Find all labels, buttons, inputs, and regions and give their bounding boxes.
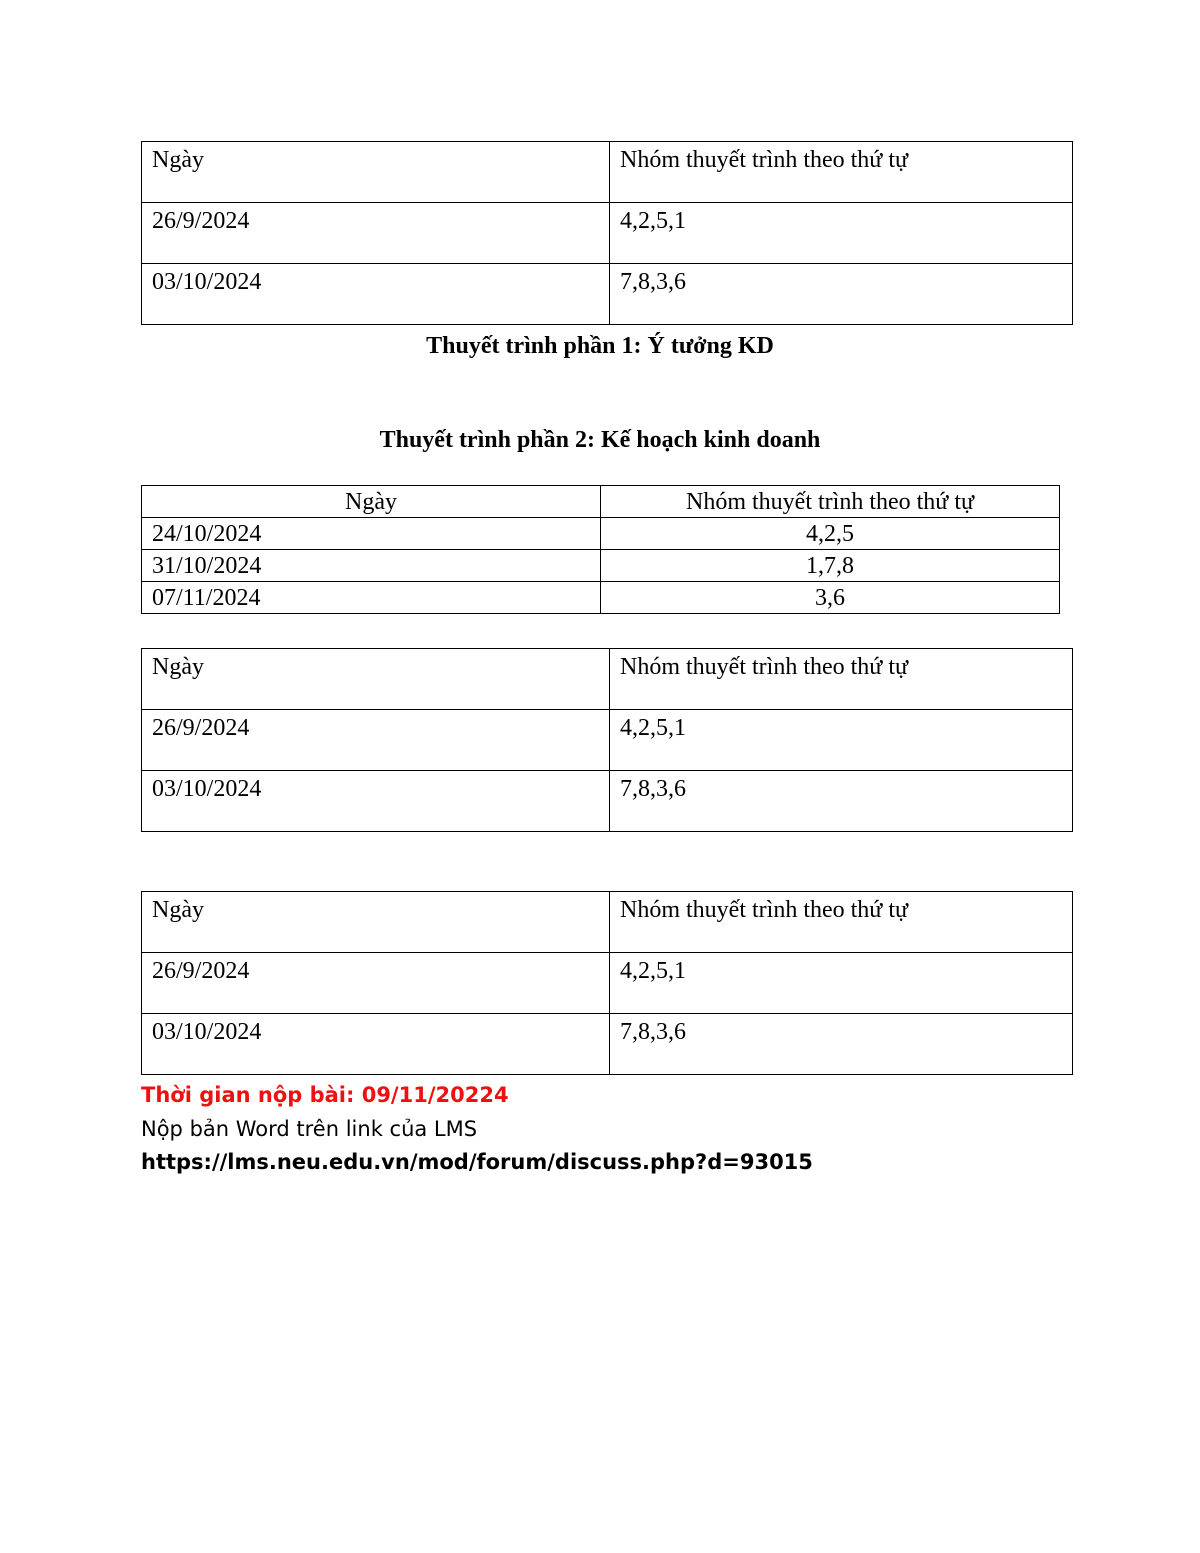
row-groups: 7,8,3,6 (620, 1019, 686, 1045)
table-row (142, 518, 1060, 550)
row-date: 24/10/2024 (152, 521, 262, 547)
row-date: 26/9/2024 (152, 715, 250, 741)
row-groups: 7,8,3,6 (620, 269, 686, 295)
header-groups: Nhóm thuyết trình theo thứ tự (620, 897, 908, 923)
row-date: 03/10/2024 (152, 1019, 262, 1045)
row-date: 03/10/2024 (152, 269, 262, 295)
row-groups: 1,7,8 (806, 553, 854, 579)
submission-deadline: Thời gian nộp bài: 09/11/20224 (141, 1083, 509, 1107)
row-date: 26/9/2024 (152, 958, 250, 984)
submission-instruction: Nộp bản Word trên link của LMS (141, 1117, 478, 1141)
table-row (142, 953, 1073, 1014)
heading-part-2: Thuyết trình phần 2: Kế hoạch kinh doanh (379, 427, 821, 453)
schedule-table-1 (141, 141, 1073, 325)
table-row (142, 203, 1073, 264)
table-row (142, 1014, 1073, 1075)
row-date: 07/11/2024 (152, 585, 261, 611)
table-row (142, 550, 1060, 582)
row-date: 31/10/2024 (152, 553, 262, 579)
table-header-row (142, 142, 1073, 203)
table-row (142, 264, 1073, 325)
schedule-table-2 (141, 485, 1060, 614)
header-date-cell (142, 142, 610, 203)
table-row (142, 710, 1073, 771)
header-groups: Nhóm thuyết trình theo thứ tự (686, 489, 974, 515)
table-header-row (142, 892, 1073, 953)
header-groups-cell (610, 142, 1073, 203)
header-date: Ngày (152, 147, 204, 173)
table-row (142, 771, 1073, 832)
header-date: Ngày (152, 897, 204, 923)
row-date: 03/10/2024 (152, 776, 262, 802)
row-groups: 7,8,3,6 (620, 776, 686, 802)
table-header-row (142, 486, 1060, 518)
header-date: Ngày (345, 489, 397, 515)
row-groups: 4,2,5 (806, 521, 854, 547)
schedule-table-3 (141, 648, 1073, 832)
row-groups: 4,2,5,1 (620, 958, 686, 984)
table-header-row (142, 649, 1073, 710)
row-groups: 4,2,5,1 (620, 208, 686, 234)
table-row (142, 582, 1060, 614)
lms-link[interactable]: https://lms.neu.edu.vn/mod/forum/discuss.php?d=93015 (141, 1150, 813, 1174)
header-groups: Nhóm thuyết trình theo thứ tự (620, 147, 908, 173)
row-groups: 3,6 (815, 585, 845, 611)
header-groups: Nhóm thuyết trình theo thứ tự (620, 654, 908, 680)
heading-part-1: Thuyết trình phần 1: Ý tưởng KD (426, 333, 774, 359)
row-date: 26/9/2024 (152, 208, 250, 234)
header-date: Ngày (152, 654, 204, 680)
row-groups: 4,2,5,1 (620, 715, 686, 741)
schedule-table-4 (141, 891, 1073, 1075)
